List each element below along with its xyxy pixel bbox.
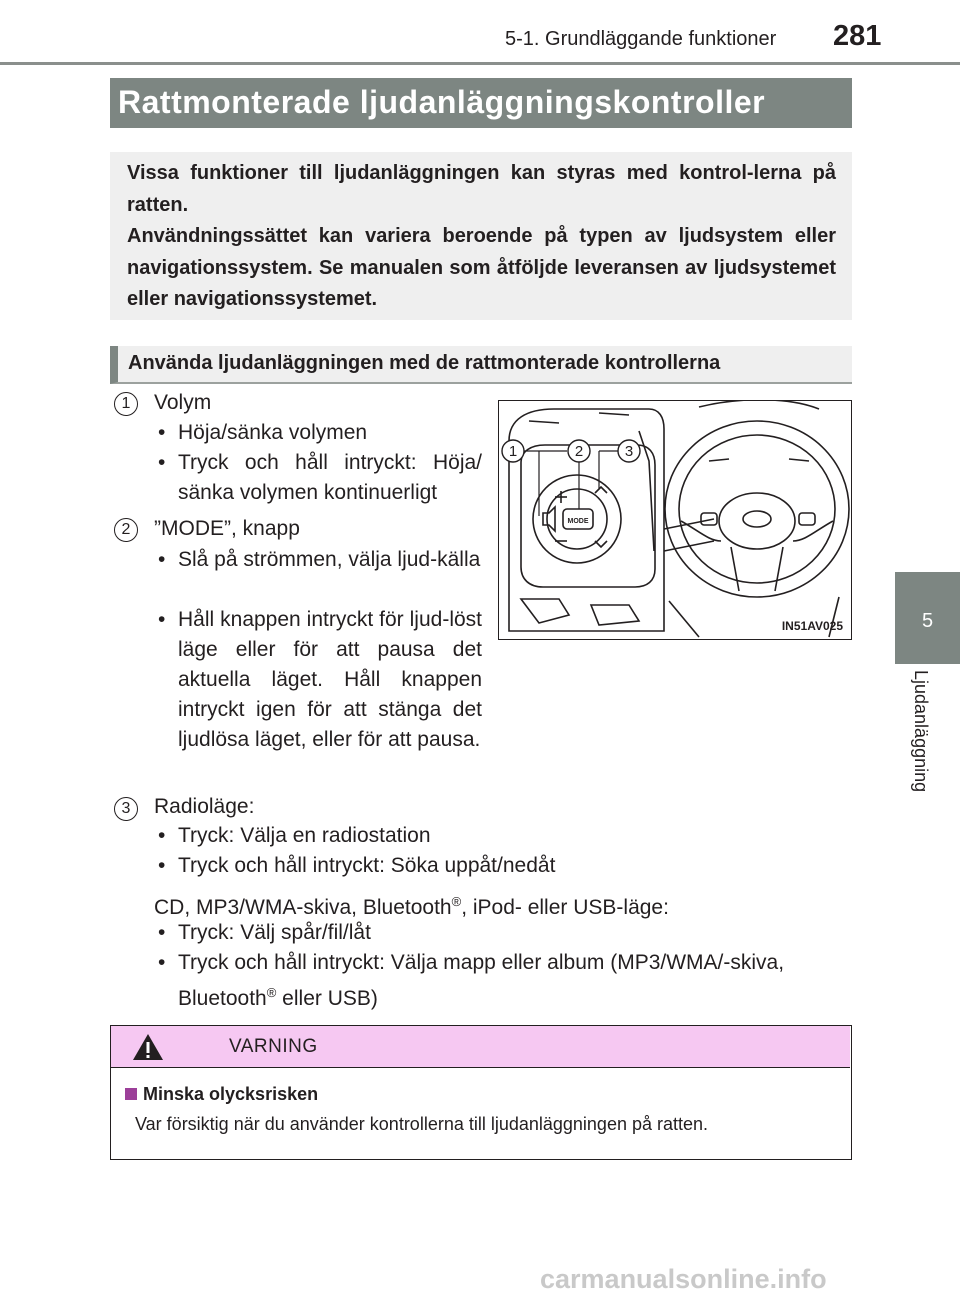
page-title: Rattmonterade ljudanläggningskontroller	[118, 84, 766, 120]
item-1-bullet-2: Tryck och håll intryckt: Höja/ sänka volymen kontinuerligt	[178, 451, 482, 504]
callout-3: 3	[624, 443, 634, 460]
watermark: carmanualsonline.info	[540, 1264, 827, 1294]
cd-cont-a: Bluetooth	[178, 987, 267, 1010]
warning-box	[110, 1025, 852, 1160]
cd-label-a: CD, MP3/WMA-skiva, Bluetooth	[154, 896, 452, 919]
warning-text: Var försiktig när du använder kontrollerna till ljudanläggningen på ratten.	[135, 1114, 709, 1134]
callout-1: 1	[508, 443, 518, 460]
warning-subheading	[125, 1084, 318, 1105]
item-3-cd-bullet-2-cont: Bluetooth® eller USB)	[178, 985, 378, 1010]
item-3-bullet-2: Tryck och håll intryckt: Söka uppåt/nedåt	[178, 854, 556, 877]
intro-paragraph-1: Vissa funktioner till ljudanläggningen kan styras med kontrol-lerna på ratten.	[127, 162, 836, 216]
item-1-bullet-1: Höja/sänka volymen	[178, 421, 368, 444]
square-bullet-icon	[125, 1088, 137, 1100]
bullet-dot: •	[158, 608, 166, 631]
bullet-dot: •	[158, 421, 166, 444]
bullet-dot: •	[158, 451, 166, 474]
chapter-tab	[895, 572, 960, 664]
bullet-dot: •	[158, 548, 166, 571]
intro-box	[110, 152, 852, 320]
steering-wheel-drawing	[499, 401, 852, 640]
warning-title: VARNING	[229, 1036, 318, 1057]
bullet-dot: •	[158, 854, 166, 877]
warning-triangle-icon	[131, 1032, 165, 1062]
chapter-number: 5	[921, 610, 934, 632]
item-3-bullet-1: Tryck: Välja en radiostation	[178, 824, 431, 847]
page-number: 281	[833, 20, 882, 52]
callout-2: 2	[574, 443, 584, 460]
steering-wheel-controls-illustration	[498, 400, 852, 640]
item-2-bullet-2: Håll knappen intryckt för ljud-löst läge eller för att pausa det aktuella läget. Håll knappen intryckt igen för att stänga det ljudlösa läget, eller för att pausa.	[178, 608, 482, 751]
item-number-2: 2	[114, 518, 138, 542]
mode-button-label: MODE	[567, 518, 589, 525]
page-title-bar	[110, 78, 852, 128]
item-1-label: Volym	[154, 391, 212, 414]
cd-label-b: , iPod- eller USB-läge:	[461, 896, 669, 919]
item-number-1: 1	[114, 392, 138, 416]
section-subheading-text: Använda ljudanläggningen med de rattmonterade kontrollerna	[128, 352, 721, 374]
cd-cont-b: eller USB)	[276, 987, 378, 1010]
bullet-dot: •	[158, 824, 166, 847]
header-divider	[0, 62, 960, 65]
item-3-cd-bullet-2: Tryck och håll intryckt: Välja mapp eller album (MP3/WMA/-skiva,	[178, 951, 785, 974]
bullet-dot: •	[158, 921, 166, 944]
item-2-bullet-1: Slå på strömmen, välja ljud-källa	[178, 548, 481, 571]
item-3-cd-label: CD, MP3/WMA-skiva, Bluetooth®, iPod- eller USB-läge:	[154, 894, 669, 919]
item-2-label: ”MODE”, knapp	[154, 517, 300, 540]
section-subheading	[110, 346, 852, 384]
item-number-3: 3	[114, 797, 138, 821]
chapter-label: Ljudanläggning	[911, 670, 931, 793]
intro-paragraph-2: Användningssättet kan variera beroende på typen av ljudsystem eller navigationssystem. Se manualen som åtföljde leveransen av ljudsystemet eller navigationssystemet.	[127, 225, 836, 310]
figure-code: IN51AV025	[781, 619, 843, 633]
item-3-label: Radioläge:	[154, 795, 255, 818]
header-section-title: 5-1. Grundläggande funktioner	[505, 28, 777, 50]
warning-header	[111, 1026, 850, 1068]
warning-subheading-text: Minska olycksrisken	[143, 1084, 319, 1104]
item-3-cd-bullet-1: Tryck: Välj spår/fil/låt	[178, 921, 371, 944]
bullet-dot: •	[158, 951, 166, 974]
